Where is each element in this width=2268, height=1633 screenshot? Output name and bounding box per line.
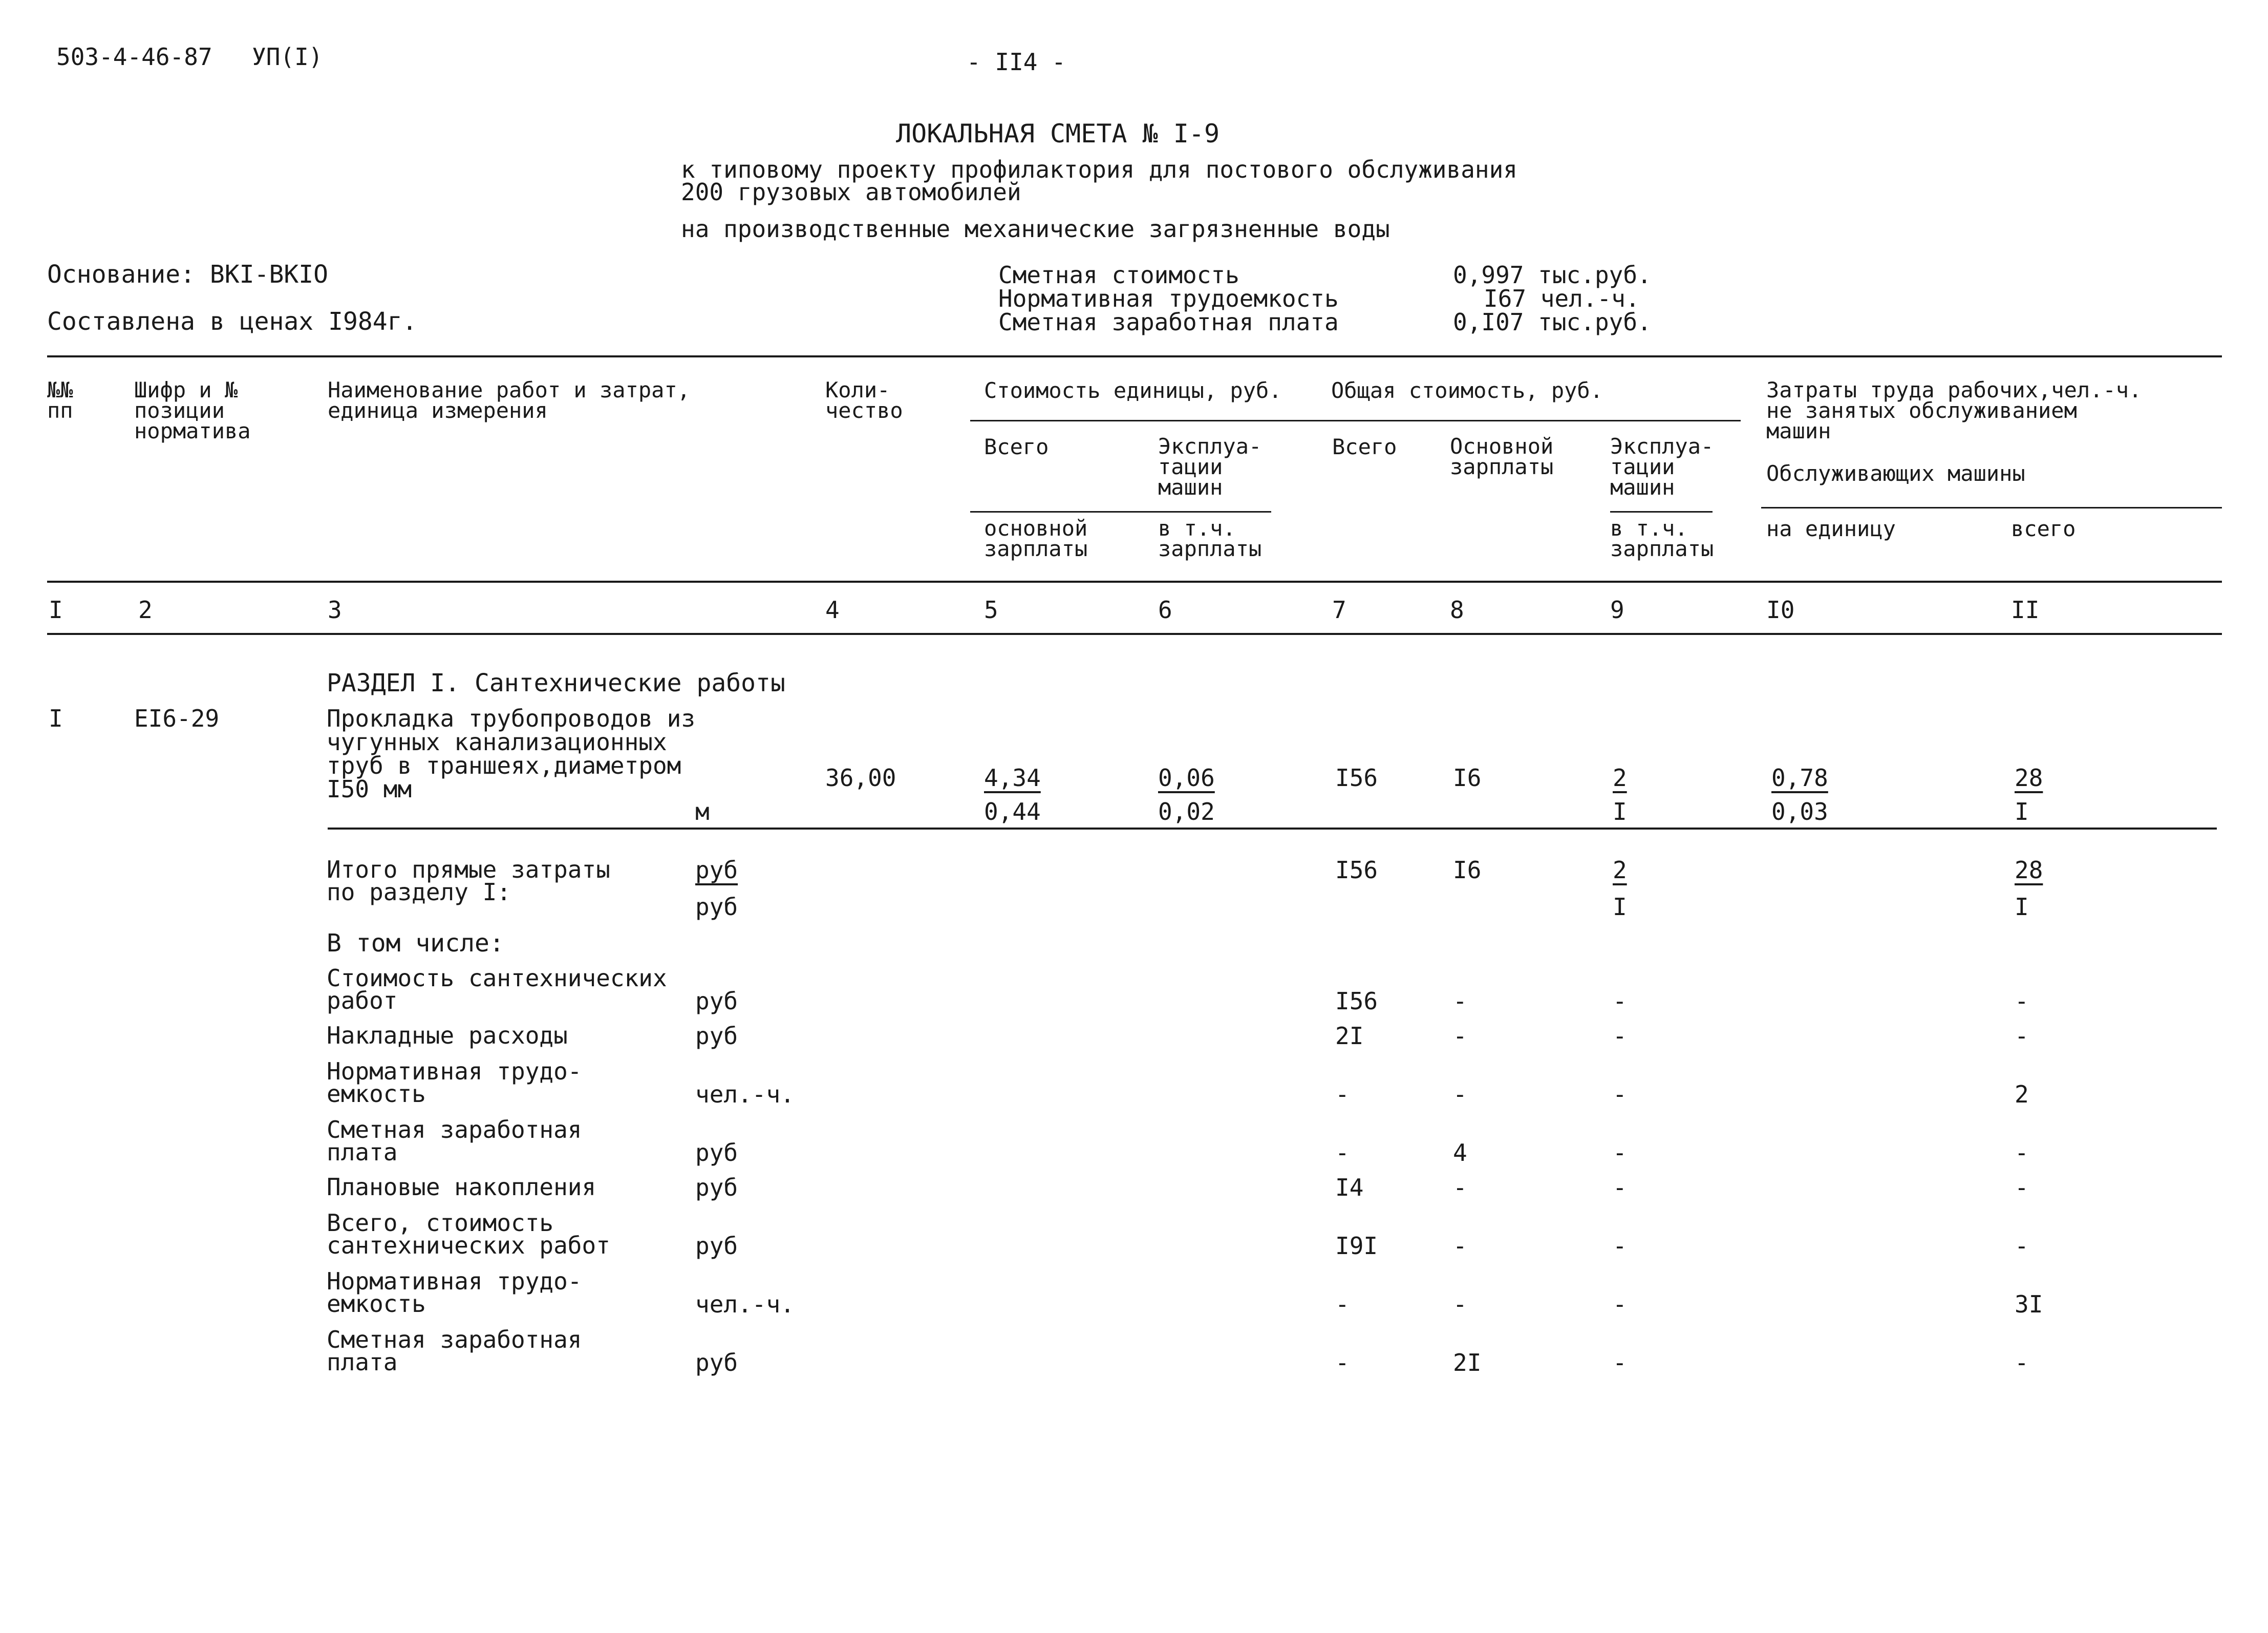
row-name: Нормативная трудо- емкость [327,1057,582,1108]
row-machines: - [1613,1022,1627,1050]
item-total-wage: I6 [1453,764,1482,792]
item-code: EI6-29 [134,705,220,732]
row-machines: - [1613,1080,1627,1108]
item-total: I56 [1335,764,1378,792]
item-labor-unit-machines: 0,03 [1771,798,1828,825]
row-name: Сметная заработная плата [327,1326,582,1376]
colnum-11: II [2011,596,2040,624]
section-title: РАЗДЕЛ I. Сантехнические работы [327,669,785,697]
row-labor-all: 2 [2015,1080,2029,1108]
row-machines: - [1613,1174,1627,1201]
basis: Основание: ВКI-ВКIО [47,260,329,289]
row-total: 2I [1335,1022,1364,1050]
row-wage: - [1453,1290,1467,1318]
item-bottom-rule [328,828,2217,830]
header-bottom-rule [47,581,2222,583]
summary-unit-1: руб [695,856,738,884]
row-total: - [1335,1290,1350,1318]
summary-name: Итого прямые затраты по разделу I: [327,856,610,906]
colnum-9: 9 [1610,596,1624,624]
estimate-title: ЛОКАЛЬНАЯ СМЕТА № I-9 [896,119,1220,149]
row-labor-all: - [2015,987,2029,1015]
row-wage: - [1453,987,1467,1015]
row-total: - [1335,1139,1350,1167]
item-unit-machines: 0,06 [1158,764,1215,792]
row-name: Сметная заработная плата [327,1116,582,1166]
row-total: I4 [1335,1174,1364,1201]
colnum-7: 7 [1332,596,1346,624]
item-unit: м [695,798,710,825]
colnum-4: 4 [825,596,840,624]
labor-value: I67 чел.-ч. [1484,285,1640,312]
row-total: - [1335,1349,1350,1376]
row-wage: 4 [1453,1139,1467,1167]
header-unit-incl-wage: в т.ч. зарплаты [1158,516,1262,561]
header-labor: Затраты труда рабочих,чел.-ч. не занятых обслуживанием машин [1766,377,2142,443]
summary-machine-wage: I [1613,893,1627,921]
row-name: Стоимость сантехнических работ [327,964,667,1014]
document-code: 503-4-46-87 [56,43,212,71]
row-unit: руб [695,1349,738,1376]
row-machines: - [1613,1232,1627,1260]
colnum-2: 2 [138,596,153,624]
item-unit-machine-wage: 0,02 [1158,798,1215,825]
row-labor-all: - [2015,1232,2029,1260]
labor-label: Нормативная трудоемкость [998,285,1339,312]
unit-cost-rule [970,511,1271,513]
labor-sub-rule [1761,507,2222,508]
row-total: I56 [1335,987,1378,1015]
price-level: Составлена в ценах I984г. [47,307,417,336]
including-label: В том числе: [327,929,504,958]
colnum-10: I0 [1766,596,1795,624]
item-number: I [49,705,63,732]
page-number: - II4 - [967,48,1066,76]
colnum-5: 5 [984,596,998,624]
header-total-wage: Основной зарплаты [1450,434,1554,479]
row-wage: - [1453,1022,1467,1050]
title-line-1: к типовому проекту профилактория для постового обслуживания [681,156,1517,183]
header-unit-total: Всего [984,434,1049,459]
header-code: Шифр и № позиции норматива [134,377,251,443]
row-unit: руб [695,1139,738,1167]
cost-label: Сметная стоимость [998,261,1239,289]
item-total-machines: 2 [1613,764,1627,792]
item-labor-unit: 0,78 [1771,764,1828,792]
row-labor-all: - [2015,1022,2029,1050]
summary-machines: 2 [1613,856,1627,884]
header-quantity: Коли- чество [825,377,903,423]
row-unit: руб [695,1174,738,1201]
colnum-3: 3 [328,596,342,624]
header-unit-wage: основной зарплаты [984,516,1088,561]
header-sub-rule [970,420,1741,421]
row-labor-all: - [2015,1139,2029,1167]
album-code: УП(I) [252,43,323,71]
header-unit-cost: Стоимость единицы, руб. [984,378,1282,403]
item-total-machine-wage: I [1613,798,1627,825]
header-total-machines: Эксплуа- тации машин [1610,434,1714,500]
row-labor-all: - [2015,1349,2029,1376]
cost-value: 0,997 тыс.руб. [1453,261,1652,289]
row-unit: руб [695,1232,738,1260]
colnum-bottom-rule [47,633,2222,635]
title-line-3: на производственные механические загрязненные воды [681,215,1390,243]
row-labor-all: - [2015,1174,2029,1201]
row-labor-all: 3I [2015,1290,2043,1318]
summary-labor-all: 28 [2015,856,2043,884]
row-total: I9I [1335,1232,1378,1260]
row-name: Накладные расходы [327,1022,568,1049]
row-machines: - [1613,1349,1627,1376]
header-per-unit: на единицу [1766,516,1896,541]
item-labor-all-machines: I [2015,798,2029,825]
row-wage: - [1453,1080,1467,1108]
row-wage: 2I [1453,1349,1482,1376]
row-total: - [1335,1080,1350,1108]
colnum-6: 6 [1158,596,1172,624]
row-unit: руб [695,987,738,1015]
summary-total: I56 [1335,856,1378,884]
wage-value: 0,I07 тыс.руб. [1453,308,1652,336]
item-unit-wage: 0,44 [984,798,1041,825]
row-wage: - [1453,1232,1467,1260]
row-unit: руб [695,1022,738,1050]
table-top-rule [47,355,2222,357]
header-total-cost: Общая стоимость, руб. [1331,378,1603,403]
title-line-2: 200 грузовых автомобилей [681,178,1021,206]
row-wage: - [1453,1174,1467,1201]
header-serving-machines: Обслуживающих машины [1766,461,2025,486]
summary-unit-2: руб [695,893,738,921]
summary-labor-all-machines: I [2015,893,2029,921]
row-unit: чел.-ч. [695,1080,795,1108]
summary-wage: I6 [1453,856,1482,884]
row-machines: - [1613,1139,1627,1167]
row-machines: - [1613,1290,1627,1318]
item-labor-all: 28 [2015,764,2043,792]
header-unit-machines: Эксплуа- тации машин [1158,434,1262,500]
wage-label: Сметная заработная плата [998,308,1339,336]
header-total-total: Всего [1332,434,1397,459]
machine-cost-rule [1610,511,1713,513]
header-number: №№ пп [47,377,73,423]
item-unit-total: 4,34 [984,764,1041,792]
item-name: Прокладка трубопроводов из чугунных канализационных труб в траншеях,диаметром I50 мм [327,705,696,803]
colnum-1: I [49,596,63,624]
item-quantity: 36,00 [825,764,896,792]
row-machines: - [1613,987,1627,1015]
colnum-8: 8 [1450,596,1464,624]
row-name: Плановые накопления [327,1173,596,1201]
row-name: Всего, стоимость сантехнических работ [327,1209,610,1259]
row-unit: чел.-ч. [695,1290,795,1318]
header-all: всего [2011,516,2076,541]
header-total-incl-wage: в т.ч. зарплаты [1610,516,1714,561]
header-name: Наименование работ и затрат, единица измерения [328,377,691,423]
row-name: Нормативная трудо- емкость [327,1267,582,1318]
